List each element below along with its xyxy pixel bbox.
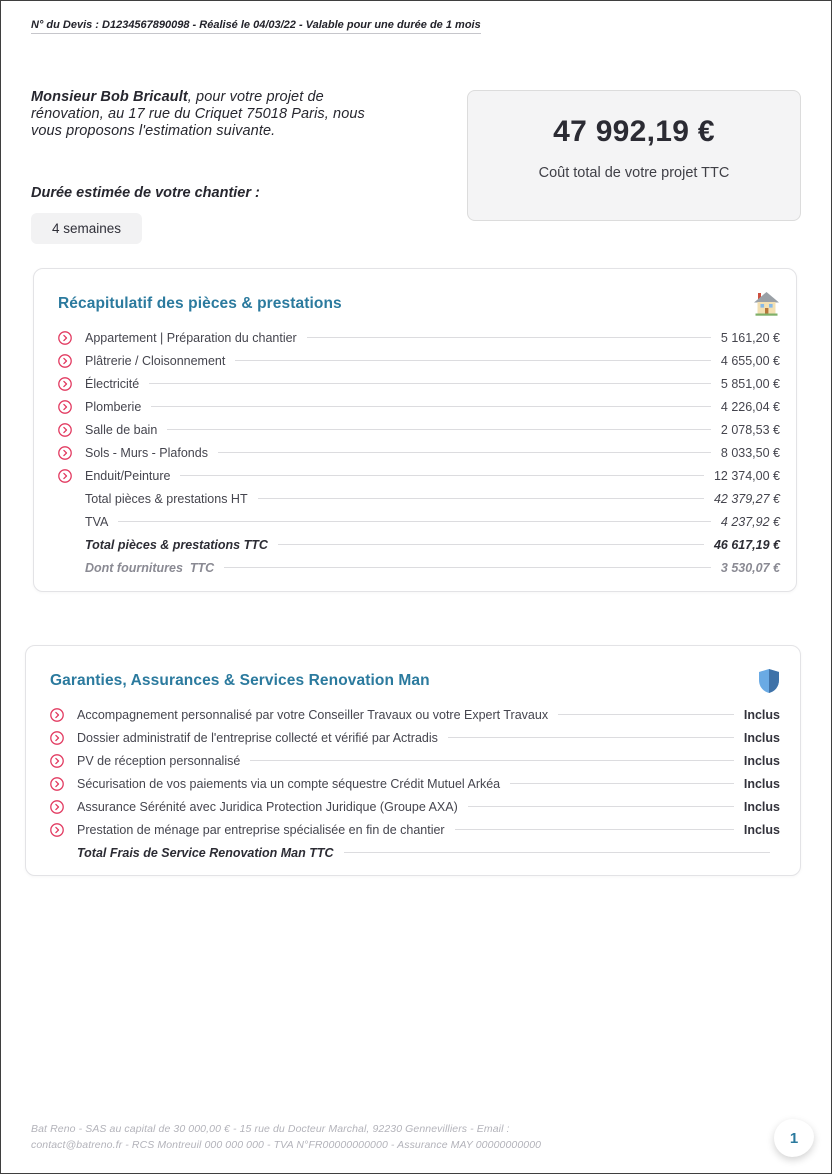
row-label: Plomberie bbox=[85, 399, 142, 414]
intro-text: , pour votre projet de rénovation, au 17 rue du Criquet 75018 Paris, nous vous proposons l'estimation suivante. bbox=[31, 89, 365, 140]
row-label: Appartement | Préparation du chantier bbox=[85, 330, 297, 345]
row-label: Total Frais de Service Renovation Man TTC bbox=[77, 845, 334, 860]
row-divider bbox=[258, 498, 704, 499]
row-value: 5 851,00 € bbox=[720, 376, 780, 391]
guarantee-row bbox=[50, 749, 780, 772]
row-label: Accompagnement personnalisé par votre Conseiller Travaux ou votre Expert Travaux bbox=[77, 707, 549, 722]
row-value: Inclus bbox=[743, 730, 780, 745]
row-label: Sécurisation de vos paiements via un compte séquestre Crédit Mutuel Arkéa bbox=[77, 776, 501, 791]
row-label: Électricité bbox=[85, 376, 140, 391]
recap-title: Récapitulatif des pièces & prestations bbox=[58, 295, 342, 312]
row-label: Sols - Murs - Plafonds bbox=[85, 445, 208, 460]
recap-row bbox=[58, 464, 780, 487]
row-label: Total pièces & prestations HT bbox=[85, 491, 248, 506]
row-label: Dossier administratif de l'entreprise collecté et vérifié par Actradis bbox=[77, 730, 438, 745]
duration-label: Durée estimée de votre chantier : bbox=[31, 185, 260, 201]
recap-card-header bbox=[58, 291, 780, 317]
row-divider bbox=[180, 475, 703, 476]
chevron-right-icon[interactable] bbox=[58, 423, 72, 437]
row-divider bbox=[167, 429, 711, 430]
intro-paragraph bbox=[31, 89, 367, 140]
page-number-badge bbox=[774, 1119, 814, 1157]
chevron-right-icon[interactable] bbox=[58, 469, 72, 483]
row-divider bbox=[307, 337, 711, 338]
row-label: Plâtrerie / Cloisonnement bbox=[85, 353, 226, 368]
chevron-right-icon[interactable] bbox=[50, 823, 64, 837]
row-divider bbox=[510, 783, 734, 784]
row-label: Salle de bain bbox=[85, 422, 158, 437]
guarantees-card bbox=[25, 645, 801, 876]
row-divider bbox=[558, 714, 734, 715]
row-divider bbox=[218, 452, 711, 453]
row-value: 42 379,27 € bbox=[713, 491, 780, 506]
client-name: Monsieur Bob Bricault bbox=[31, 89, 188, 105]
chevron-right-icon[interactable] bbox=[50, 731, 64, 745]
recap-summary-row bbox=[58, 487, 780, 510]
row-value: 3 530,07 € bbox=[720, 560, 780, 575]
row-value: Inclus bbox=[743, 707, 780, 722]
recap-row bbox=[58, 326, 780, 349]
row-label: TVA bbox=[85, 514, 109, 529]
guarantees-card-header bbox=[50, 668, 780, 694]
row-label: Total pièces & prestations TTC bbox=[85, 537, 268, 552]
shield-icon bbox=[758, 668, 780, 694]
total-price-card bbox=[467, 90, 801, 221]
recap-summary-rows bbox=[58, 487, 780, 579]
row-divider bbox=[448, 737, 734, 738]
duration-value-pill: 4 semaines bbox=[31, 213, 142, 244]
row-divider bbox=[468, 806, 734, 807]
row-divider bbox=[224, 567, 711, 568]
company-legal-footer: Bat Reno - SAS au capital de 30 000,00 € - 15 rue du Docteur Marchal, 92230 Gennevilliers - Email : contact@batreno.fr - RCS Montreuil 000 000 000 - TVA N°FR00000000000 - Assurance MAY 00000000000 bbox=[31, 1123, 542, 1152]
chevron-right-icon[interactable] bbox=[50, 800, 64, 814]
chevron-right-icon[interactable] bbox=[58, 446, 72, 460]
guarantees-summary-rows bbox=[50, 841, 780, 864]
row-value: Inclus bbox=[743, 776, 780, 791]
house-icon bbox=[753, 291, 780, 317]
recap-summary-row bbox=[58, 510, 780, 533]
recap-row bbox=[58, 395, 780, 418]
chevron-right-icon[interactable] bbox=[58, 377, 72, 391]
row-divider bbox=[235, 360, 711, 361]
guarantee-row bbox=[50, 795, 780, 818]
row-value: Inclus bbox=[743, 753, 780, 768]
row-value: 8 033,50 € bbox=[720, 445, 780, 460]
row-value: 4 237,92 € bbox=[720, 514, 780, 529]
total-amount: 47 992,19 € bbox=[553, 115, 715, 148]
row-divider bbox=[151, 406, 711, 407]
guarantees-summary-row bbox=[50, 841, 780, 864]
chevron-right-icon[interactable] bbox=[50, 708, 64, 722]
row-value: 5 161,20 € bbox=[720, 330, 780, 345]
row-value: Inclus bbox=[743, 799, 780, 814]
chevron-right-icon[interactable] bbox=[58, 354, 72, 368]
row-divider bbox=[455, 829, 734, 830]
row-divider bbox=[149, 383, 711, 384]
row-label: Dont fournitures TTC bbox=[85, 560, 215, 575]
row-value: 46 617,19 € bbox=[713, 537, 780, 552]
recap-summary-row bbox=[58, 533, 780, 556]
guarantees-rows bbox=[50, 703, 780, 841]
row-label: PV de réception personnalisé bbox=[77, 753, 241, 768]
row-value: 4 226,04 € bbox=[720, 399, 780, 414]
row-label: Prestation de ménage par entreprise spécialisée en fin de chantier bbox=[77, 822, 445, 837]
recap-summary-row bbox=[58, 556, 780, 579]
total-caption: Coût total de votre projet TTC bbox=[538, 165, 730, 181]
chevron-right-icon[interactable] bbox=[50, 754, 64, 768]
quote-reference-text: N° du Devis : D1234567890098 - Réalisé le 04/03/22 - Valable pour une durée de 1 mois bbox=[31, 19, 481, 34]
recap-row bbox=[58, 441, 780, 464]
chevron-right-icon[interactable] bbox=[58, 331, 72, 345]
row-label: Enduit/Peinture bbox=[85, 468, 171, 483]
row-divider bbox=[278, 544, 704, 545]
guarantees-title: Garanties, Assurances & Services Renovation Man bbox=[50, 672, 430, 689]
row-value: 12 374,00 € bbox=[713, 468, 780, 483]
chevron-right-icon[interactable] bbox=[58, 400, 72, 414]
guarantee-row bbox=[50, 703, 780, 726]
row-value: 4 655,00 € bbox=[720, 353, 780, 368]
row-divider bbox=[250, 760, 734, 761]
recap-card bbox=[33, 268, 797, 592]
recap-row bbox=[58, 372, 780, 395]
quote-reference bbox=[31, 19, 481, 31]
recap-rows bbox=[58, 326, 780, 487]
row-divider bbox=[118, 521, 711, 522]
row-value: 2 078,53 € bbox=[720, 422, 780, 437]
guarantee-row bbox=[50, 772, 780, 795]
recap-row bbox=[58, 349, 780, 372]
page-number: 1 bbox=[789, 1129, 799, 1147]
chevron-right-icon[interactable] bbox=[50, 777, 64, 791]
row-label: Assurance Sérénité avec Juridica Protection Juridique (Groupe AXA) bbox=[77, 799, 458, 814]
guarantee-row bbox=[50, 726, 780, 749]
row-divider bbox=[344, 852, 770, 853]
recap-row bbox=[58, 418, 780, 441]
row-value: Inclus bbox=[743, 822, 780, 837]
guarantee-row bbox=[50, 818, 780, 841]
